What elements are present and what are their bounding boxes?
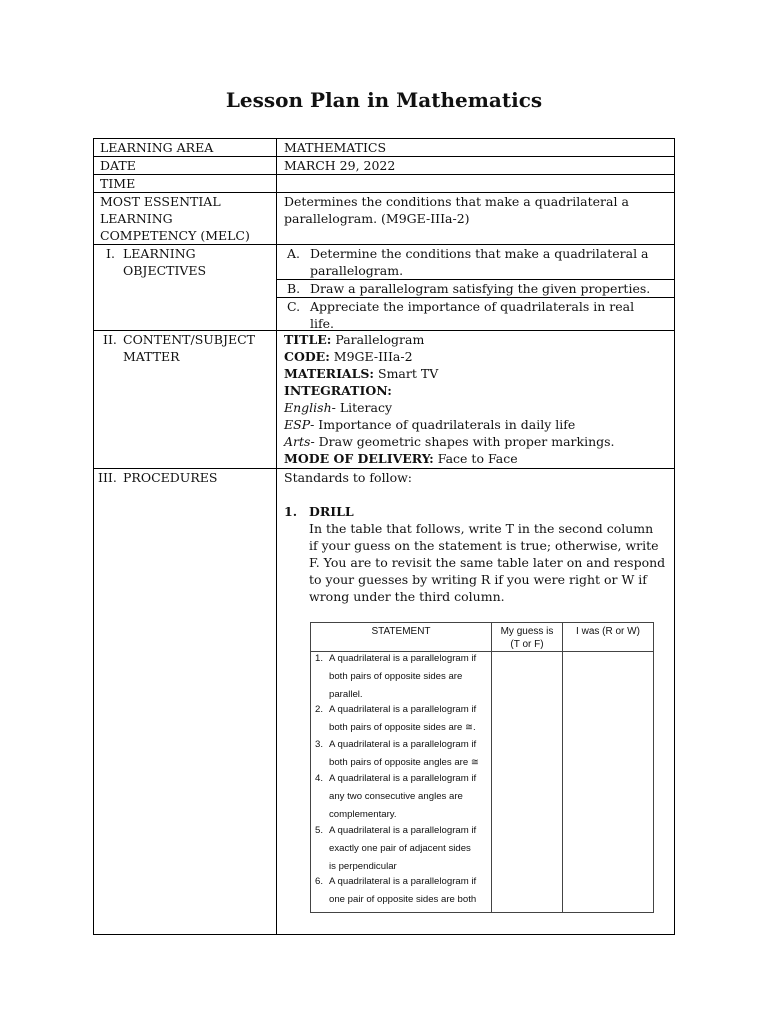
procedures-label-text: PROCEDURES (123, 470, 218, 485)
section-number: I. (106, 246, 115, 261)
content-mode: MODE OF DELIVERY: Face to Face (284, 451, 518, 466)
row-melc (94, 193, 674, 245)
row-date (94, 157, 674, 175)
melc-value (284, 193, 669, 227)
melc-value-line: Determines the conditions that make a quadrilateral a (284, 194, 629, 209)
row-learning-area (94, 139, 674, 157)
objective-line: Draw a parallelogram satisfying the given properties. (310, 281, 651, 296)
time-label: TIME (100, 176, 136, 191)
standards-text: Standards to follow: (284, 470, 413, 485)
drill-line: F. You are to revisit the same table later on and respond (309, 555, 666, 570)
integration-english: English- Literacy (284, 400, 393, 415)
drill-table: STATEMENT My guess is (T or F) I was (R or W) 1. A quadrilateral is a parallelogram if both pairs of opposite sides are parallel. 2. A quadrilateral is a parallelogram if both pairs of opposite sides are ≅. 3. A quadrilateral is a parallelogram if both pairs of opposite angles are ≅ 4. A quadrilateral is a parallelogram if any two consecutive angles are complementary. 5. A quadrilateral is a parallelogram if exactly one pair of adjacent sides is perpendicular 6. A quadrilateral is a parallelogram if one pair of opposite sides are both (310, 622, 654, 913)
melc-label-line: MOST ESSENTIAL (100, 194, 221, 209)
date-label: DATE (100, 158, 136, 173)
learning-area-value: MATHEMATICS (284, 140, 387, 155)
header-statement: STATEMENT (371, 626, 431, 637)
section-number: II. (103, 332, 117, 347)
learning-area-label: LEARNING AREA (100, 140, 214, 155)
content-code: CODE: M9GE-IIIa-2 (284, 349, 413, 364)
objective-b (277, 280, 675, 298)
drill-title: DRILL (309, 504, 354, 519)
objectives-label-line: OBJECTIVES (123, 263, 207, 278)
objective-c (277, 298, 675, 331)
header-guess-line: (T or F) (510, 639, 544, 650)
objective-letter: A. (287, 246, 301, 261)
row-time (94, 175, 674, 193)
row-objectives (94, 245, 674, 331)
melc-label-line: LEARNING (100, 211, 173, 226)
melc-label (100, 193, 276, 244)
melc-label-line: COMPETENCY (MELC) (100, 228, 250, 243)
drill-line: wrong under the third column. (309, 589, 505, 604)
page-title: Lesson Plan in Mathematics (225, 88, 543, 112)
integration-esp: ESP- Importance of quadrilaterals in daily life (284, 417, 576, 432)
date-value: MARCH 29, 2022 (284, 158, 396, 173)
content-title: TITLE: Parallelogram (284, 332, 425, 347)
objective-letter: C. (287, 299, 301, 314)
melc-value-line: parallelogram. (M9GE-IIIa-2) (284, 211, 470, 226)
header-was: I was (R or W) (576, 626, 640, 637)
drill-col-divider (562, 623, 563, 912)
drill-instructions (309, 520, 679, 605)
row-content (94, 331, 674, 469)
content-integration: INTEGRATION: (284, 383, 392, 398)
content-value (284, 331, 669, 467)
section-number: III. (98, 470, 117, 485)
objective-line: life. (310, 316, 334, 331)
objective-line: parallelogram. (310, 263, 404, 278)
objective-line: Determine the conditions that make a quadrilateral a (310, 246, 649, 261)
objectives-label-line: LEARNING (123, 246, 196, 261)
content-label-line: MATTER (123, 349, 180, 364)
integration-arts: Arts- Draw geometric shapes with proper markings. (284, 434, 615, 449)
header-guess-line: My guess is (500, 626, 554, 637)
header-guess (492, 625, 562, 651)
content-label-line: CONTENT/SUBJECT (123, 332, 256, 347)
procedures-value (284, 469, 669, 604)
drill-line: In the table that follows, write T in the second column (309, 521, 654, 536)
content-materials: MATERIALS: Smart TV (284, 366, 439, 381)
objective-a (277, 245, 675, 280)
objective-line: Appreciate the importance of quadrilaterals in real (310, 299, 635, 314)
drill-line: if your guess on the statement is true; otherwise, write (309, 538, 659, 553)
drill-line: to your guesses by writing R if you were right or W if (309, 572, 647, 587)
objective-letter: B. (287, 281, 301, 296)
drill-number: 1. (284, 504, 298, 519)
